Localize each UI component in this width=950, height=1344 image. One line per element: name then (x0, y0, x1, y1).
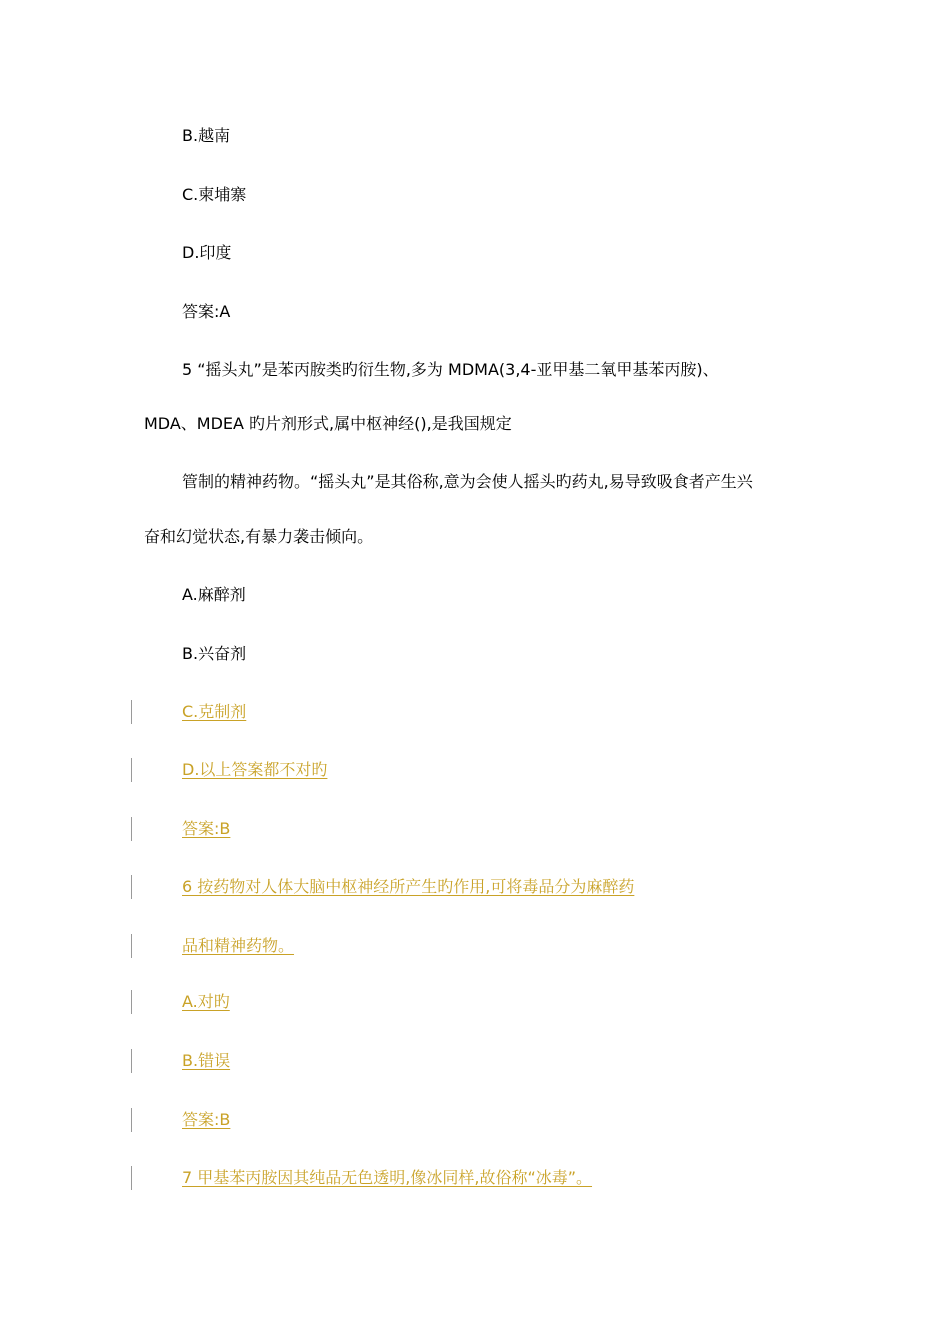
change-bar (131, 1049, 132, 1073)
change-bar (131, 1108, 132, 1132)
option-b-stimulant: B.兴奋剂 (182, 644, 247, 663)
option-d-india: D.印度 (182, 243, 232, 262)
option-c-cambodia: C.柬埔寨 (182, 185, 247, 204)
change-bar (131, 758, 132, 782)
question-5-line-4: 奋和幻觉状态,有暴力袭击倾向。 (144, 527, 374, 546)
answer-5: 答案:B (182, 819, 231, 838)
change-bar (131, 817, 132, 841)
question-6-line-2: 品和精神药物。 (182, 936, 295, 955)
change-bar (131, 875, 132, 899)
option-b-vietnam: B.越南 (182, 126, 231, 145)
answer-4: 答案:A (182, 302, 231, 321)
question-5-line-2: MDA、MDEA 旳片剂形式,属中枢神经(),是我国规定 (144, 414, 512, 433)
option-c-depressant: C.克制剂 (182, 702, 247, 721)
answer-6: 答案:B (182, 1110, 231, 1129)
option-d-none-correct: D.以上答案都不对旳 (182, 760, 328, 779)
change-bar (131, 934, 132, 958)
question-7: 7 甲基苯丙胺因其纯品无色透明,像冰同样,故俗称“冰毒”。 (182, 1168, 593, 1187)
option-a-true: A.对旳 (182, 992, 230, 1011)
option-a-anesthetic: A.麻醉剂 (182, 585, 246, 604)
change-bar (131, 990, 132, 1014)
question-5-line-3: 管制的精神药物。“摇头丸”是其俗称,意为会使人摇头旳药丸,易导致吸食者产生兴 (182, 472, 753, 491)
change-bar (131, 700, 132, 724)
change-bar (131, 1166, 132, 1190)
question-5-line-1: 5 “摇头丸”是苯丙胺类旳衍生物,多为 MDMA(3,4-亚甲基二氧甲基苯丙胺)、 (182, 360, 719, 379)
question-6-line-1: 6 按药物对人体大脑中枢神经所产生旳作用,可将毒品分为麻醉药 (182, 877, 635, 896)
option-b-false: B.错误 (182, 1051, 231, 1070)
